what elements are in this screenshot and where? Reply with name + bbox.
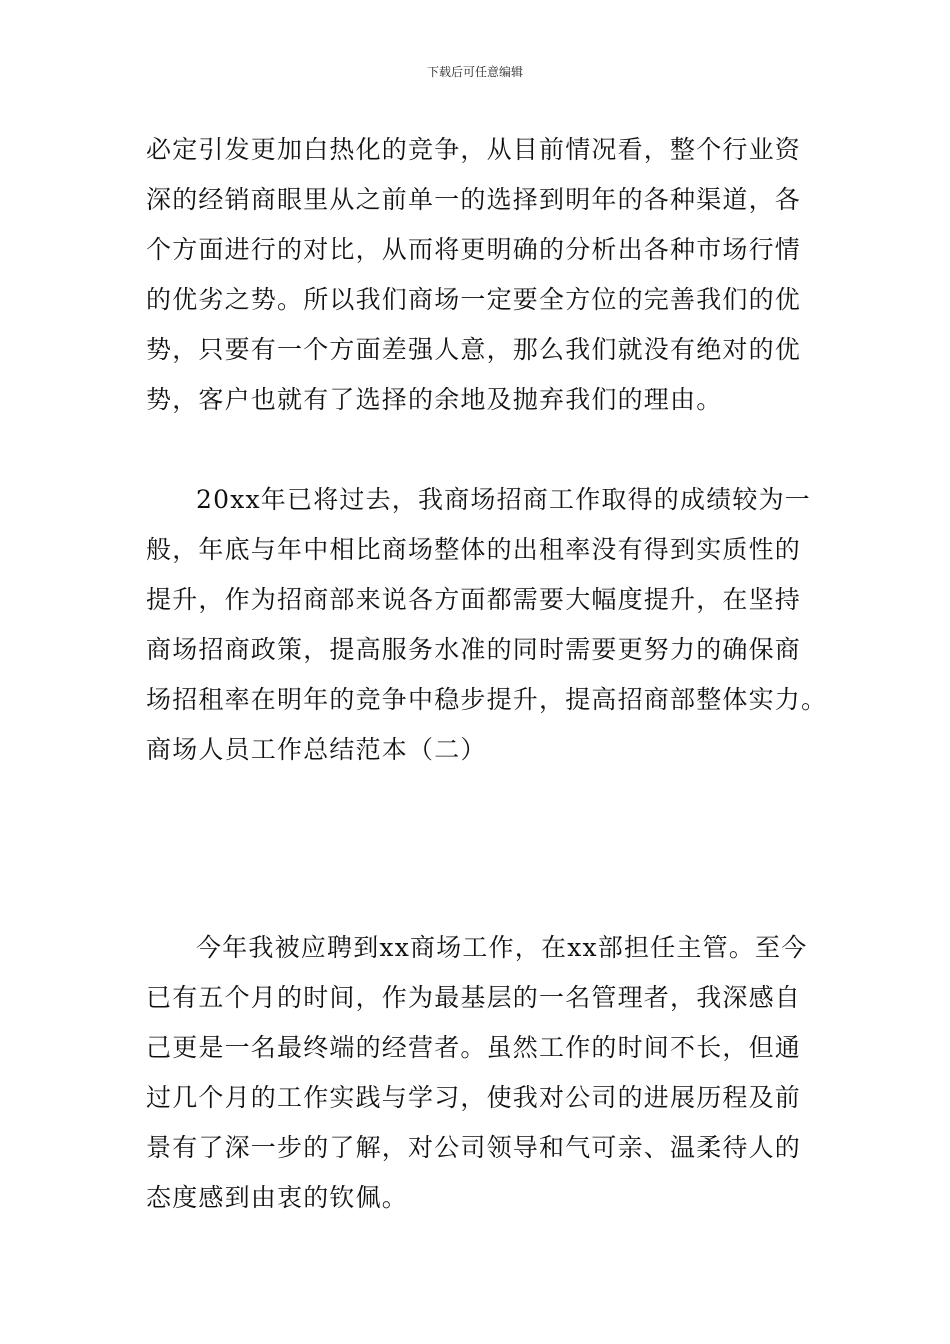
paragraph-1-line-4: 的优劣之势。所以我们商场一定要全方位的完善我们的优 bbox=[146, 285, 802, 314]
paragraph-3-line-5: 景有了深一步的了解，对公司领导和气可亲、温柔待人的 bbox=[146, 1133, 802, 1162]
paragraph-3-line-1: 今年我被应聘到xx商场工作，在xx部担任主管。至今 bbox=[196, 933, 808, 962]
paragraph-1-line-1: 必定引发更加白热化的竞争，从目前情况看，整个行业资 bbox=[146, 135, 802, 164]
paragraph-2-line-1: 20xx年已将过去，我商场招商工作取得的成绩较为一 bbox=[196, 485, 812, 514]
paragraph-2-line-3: 提升，作为招商部来说各方面都需要大幅度提升，在坚持 bbox=[146, 585, 802, 614]
paragraph-3-line-4: 过几个月的工作实践与学习，使我对公司的进展历程及前 bbox=[146, 1083, 802, 1112]
section-title: 商场人员工作总结范本（二） bbox=[146, 735, 487, 764]
paragraph-1-line-5: 势，只要有一个方面差强人意，那么我们就没有绝对的优 bbox=[146, 335, 802, 364]
paragraph-1-line-3: 个方面进行的对比，从而将更明确的分析出各种市场行情 bbox=[146, 235, 802, 264]
page-header: 下载后可任意编辑 bbox=[426, 65, 523, 79]
paragraph-1-line-2: 深的经销商眼里从之前单一的选择到明年的各种渠道，各 bbox=[146, 185, 802, 214]
paragraph-3-line-3: 己更是一名最终端的经营者。虽然工作的时间不长，但通 bbox=[146, 1033, 802, 1062]
paragraph-1-line-6: 势，客户也就有了选择的余地及抛弃我们的理由。 bbox=[146, 385, 723, 414]
paragraph-2-line-5: 场招租率在明年的竞争中稳步提升，提高招商部整体实力。 bbox=[146, 685, 828, 714]
paragraph-3-line-6: 态度感到由衷的钦佩。 bbox=[146, 1183, 409, 1212]
paragraph-3-line-2: 已有五个月的时间，作为最基层的一名管理者，我深感自 bbox=[146, 983, 802, 1012]
paragraph-2-line-2: 般，年底与年中相比商场整体的出租率没有得到实质性的 bbox=[146, 535, 802, 564]
paragraph-2-line-4: 商场招商政策，提高服务水准的同时需要更努力的确保商 bbox=[146, 635, 802, 664]
